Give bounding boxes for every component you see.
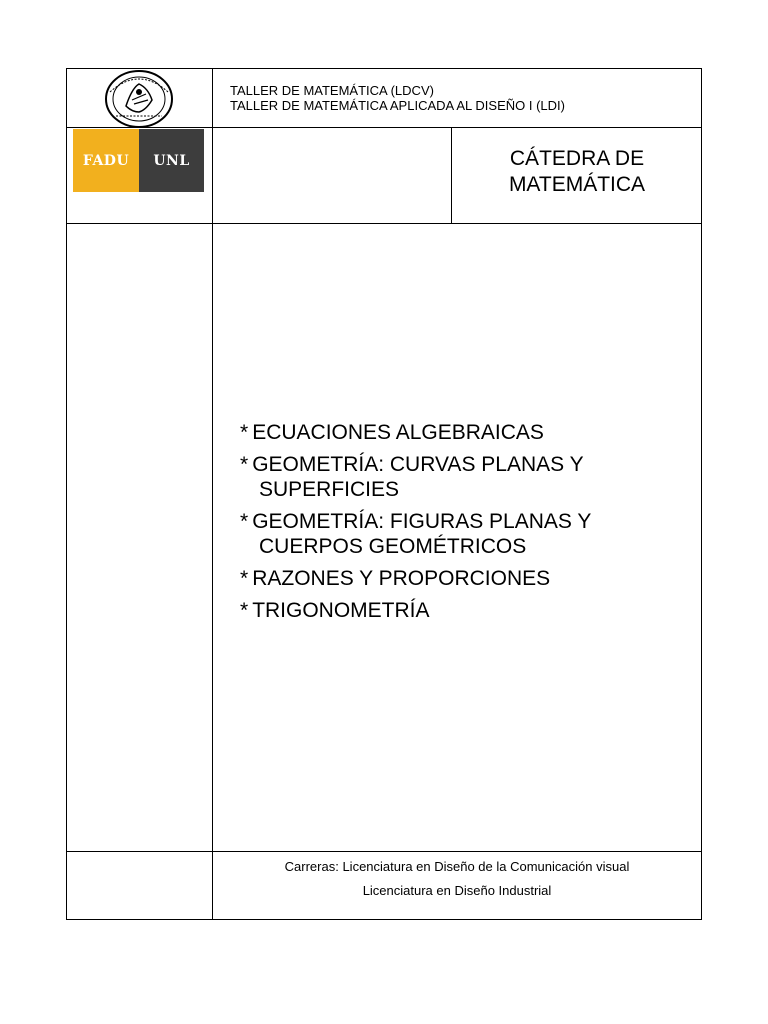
catedra-title xyxy=(452,146,702,198)
catedra-line-2: MATEMÁTICA xyxy=(508,173,646,196)
footer-line-1: Carreras: Licenciatura en Diseño de la Comunicación visual xyxy=(284,859,630,874)
fadu-unl-logo xyxy=(73,129,204,192)
footer-line-2: Licenciatura en Diseño Industrial xyxy=(362,883,552,898)
topic-text-continued: CUERPOS GEOMÉTRICOS xyxy=(259,535,527,558)
topics-list xyxy=(240,420,690,630)
footer-divider xyxy=(66,851,702,852)
course-header xyxy=(230,83,565,113)
bullet: * xyxy=(240,453,249,476)
list-item xyxy=(240,598,690,623)
title-row-divider xyxy=(66,223,702,224)
bullet: * xyxy=(240,599,249,622)
bullet: * xyxy=(240,567,249,590)
list-item xyxy=(240,509,690,559)
list-item xyxy=(240,452,690,502)
topic-text: GEOMETRÍA: CURVAS PLANAS Y xyxy=(252,453,584,476)
list-item xyxy=(240,566,690,591)
left-column-divider xyxy=(212,68,213,920)
footer-careers xyxy=(212,855,702,903)
topic-text: ECUACIONES ALGEBRAICAS xyxy=(252,421,544,444)
topic-text: GEOMETRÍA: FIGURAS PLANAS Y xyxy=(252,510,592,533)
catedra-line-1: CÁTEDRA DE xyxy=(509,147,645,170)
bullet: * xyxy=(240,421,249,444)
university-seal-icon xyxy=(104,70,174,128)
course-line-1: TALLER DE MATEMÁTICA (LDCV) xyxy=(230,83,434,98)
logo-fadu: FADU xyxy=(73,129,139,192)
logo-unl: UNL xyxy=(139,129,204,192)
bullet: * xyxy=(240,510,249,533)
list-item xyxy=(240,420,690,445)
topic-text: RAZONES Y PROPORCIONES xyxy=(252,567,551,590)
topic-text: TRIGONOMETRÍA xyxy=(252,599,430,622)
topic-text-continued: SUPERFICIES xyxy=(259,478,400,501)
course-line-2: TALLER DE MATEMÁTICA APLICADA AL DISEÑO I (LDI) xyxy=(230,98,565,113)
